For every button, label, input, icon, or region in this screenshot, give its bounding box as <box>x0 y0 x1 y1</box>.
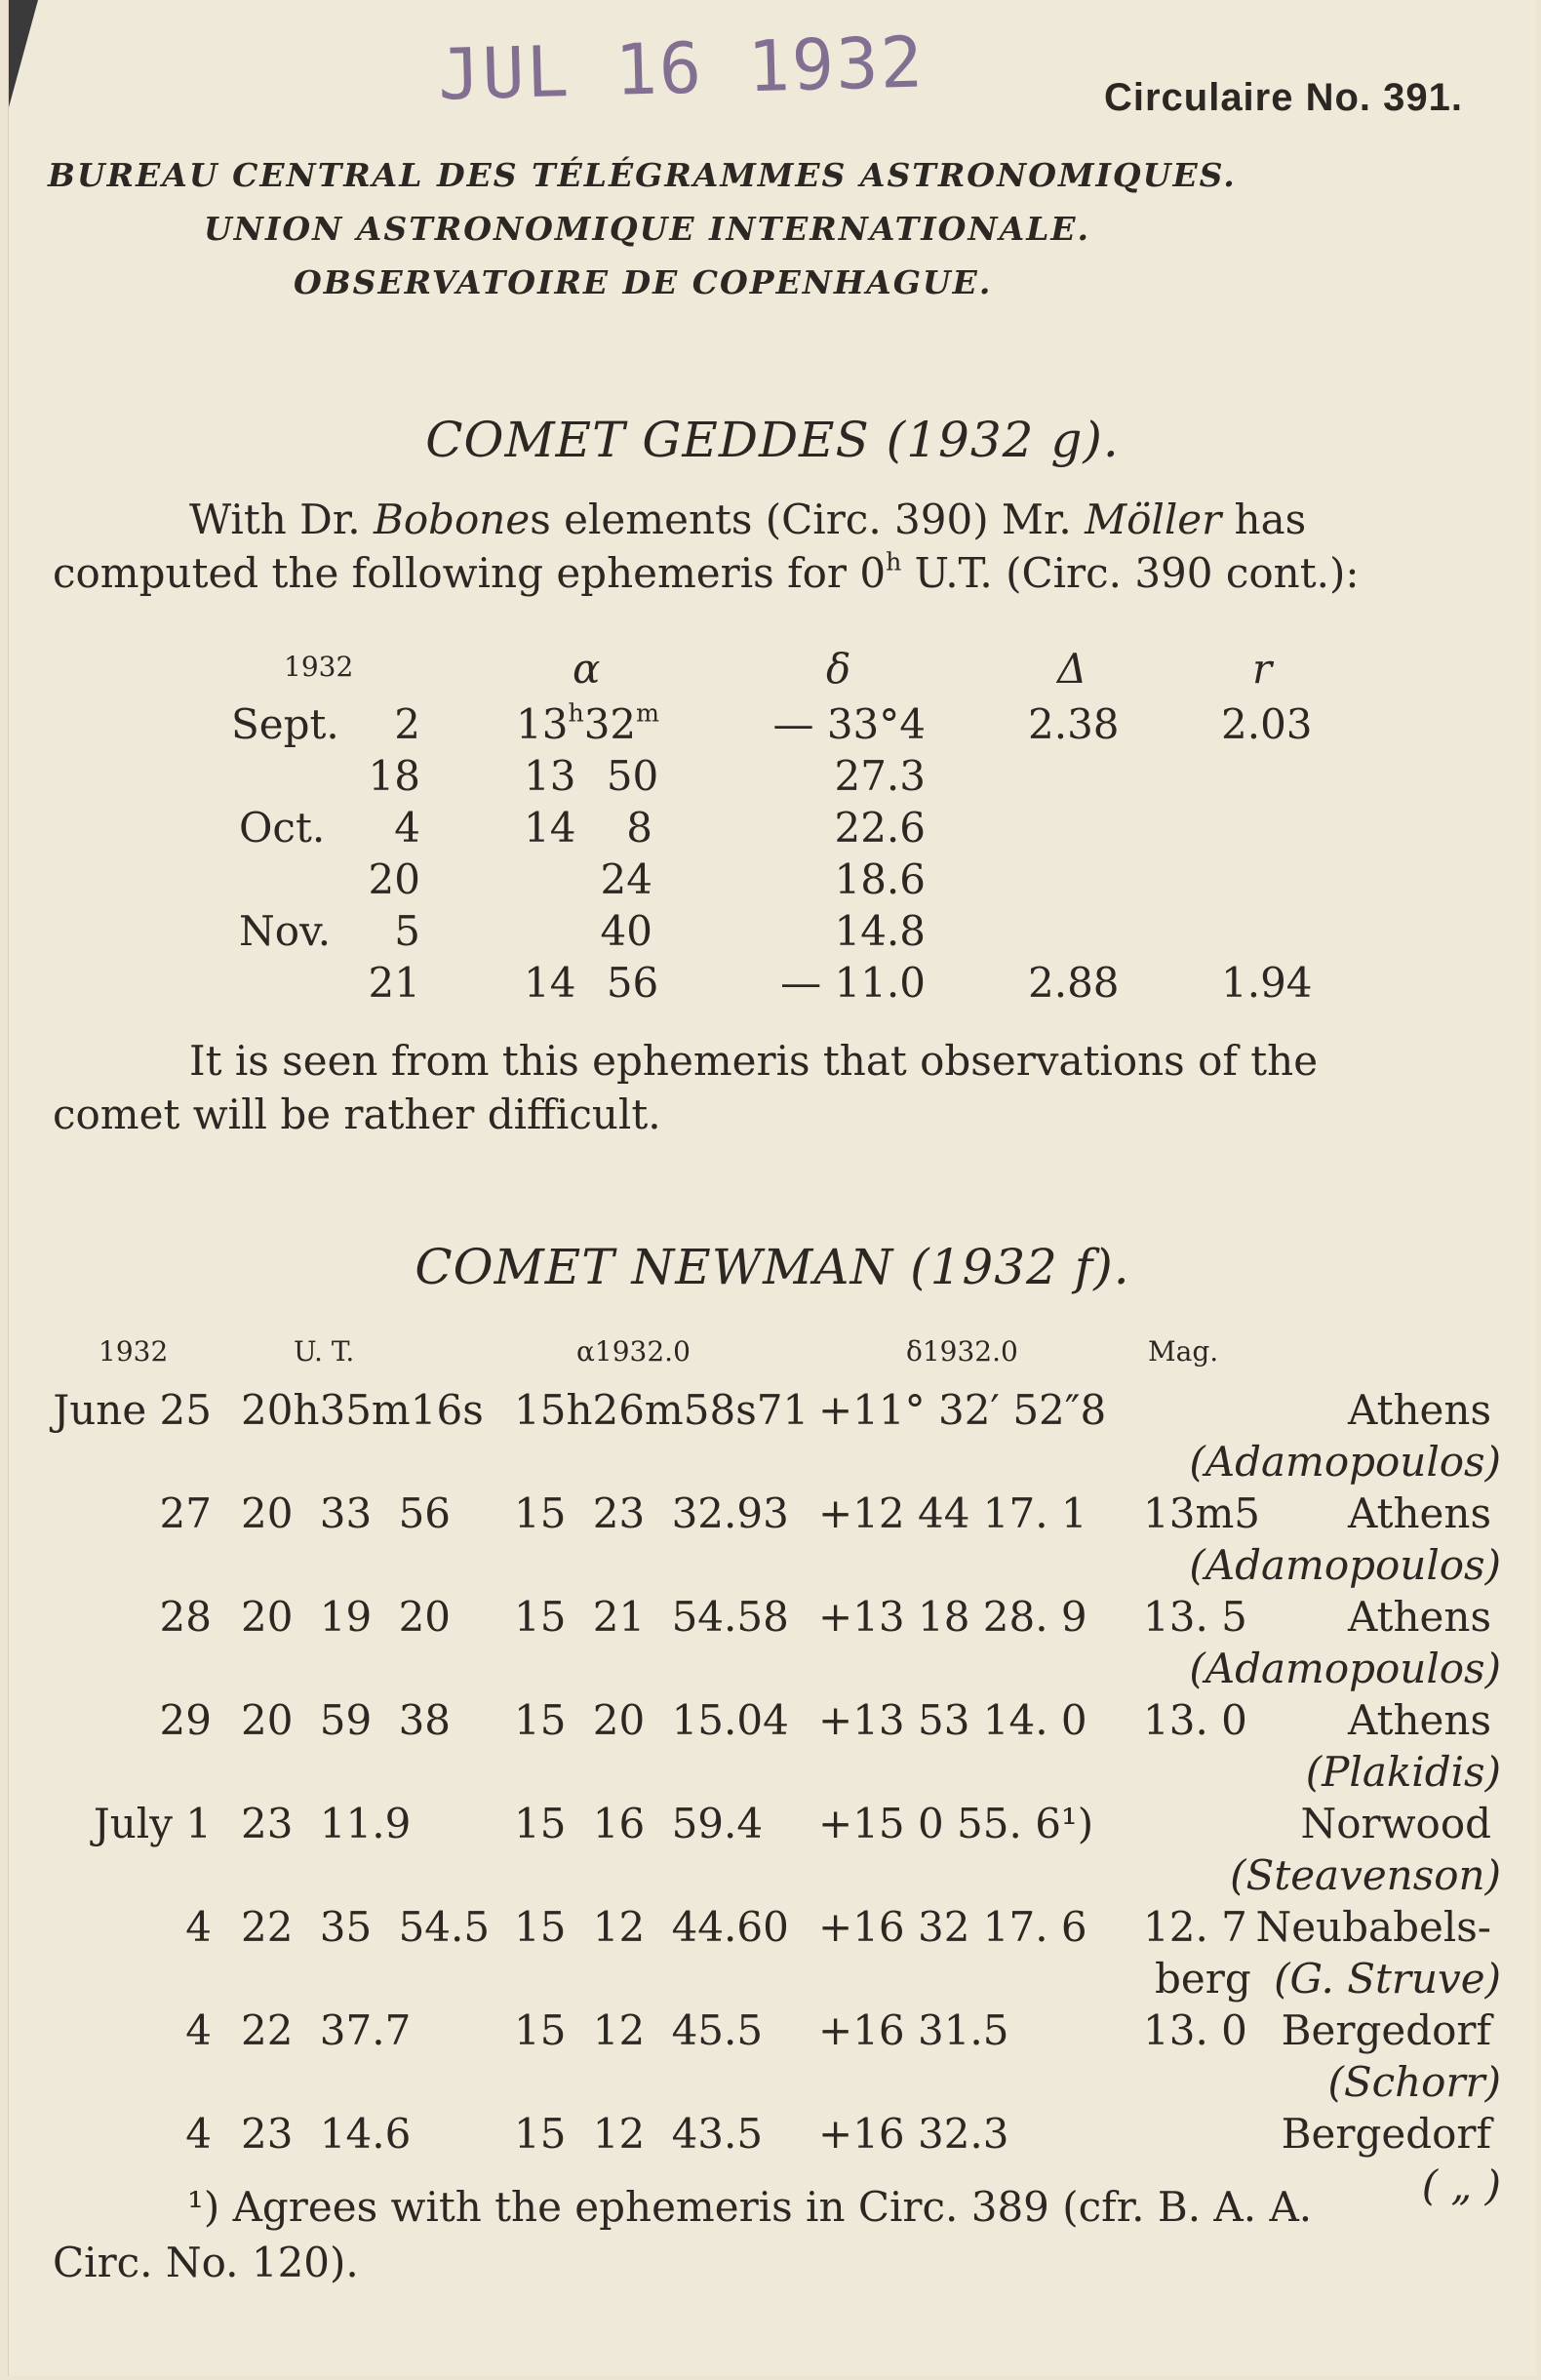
row-ra: 15 16 59.4 <box>514 1800 764 1847</box>
row-dec: — 11.0 <box>780 959 926 1007</box>
header-line-2: UNION ASTRONOMIQUE INTERNATIONALE. <box>204 210 1091 248</box>
row-ra-m: 8 <box>626 804 652 852</box>
row-observer: (Steavenson) <box>1230 1851 1501 1899</box>
row-station: Bergedorf <box>1281 2110 1491 2158</box>
row-date: 27 <box>159 1489 212 1537</box>
row-date: June 25 <box>53 1386 212 1434</box>
row-station: Neubabels- <box>1255 1903 1491 1951</box>
row-dec: 18.6 <box>834 855 926 903</box>
intro-name-moller: Möller <box>1085 496 1222 543</box>
row-day: 21 <box>368 959 420 1007</box>
newman-col-delta: δ1932.0 <box>906 1335 1018 1368</box>
row-date: 4 <box>185 2110 212 2158</box>
date-stamp: JUL 16 1932 <box>436 20 926 116</box>
row-month: Oct. <box>239 804 326 852</box>
newman-col-alpha: α1932.0 <box>576 1335 691 1368</box>
ra-h: 13 <box>524 752 576 800</box>
geddes-col-alpha: α <box>573 645 601 693</box>
row-station: Bergedorf <box>1281 2006 1491 2054</box>
row-observer: (Plakidis) <box>1305 1748 1501 1796</box>
row-ra-m: 24 <box>600 855 652 903</box>
row-dec: +13 18 28. 9 <box>818 1593 1087 1641</box>
row-observer: (Adamopoulos) <box>1189 1438 1501 1486</box>
row-ra <box>516 698 660 748</box>
geddes-col-r: r <box>1252 645 1273 693</box>
newman-col-ut: U. T. <box>294 1335 355 1368</box>
row-day: 2 <box>394 700 420 748</box>
geddes-title: COMET GEDDES (1932 g). <box>425 412 1120 468</box>
intro-text: computed the following ephemeris for 0 <box>53 549 887 597</box>
row-dec: +13 53 14. 0 <box>818 1696 1087 1744</box>
row-dec: 27.3 <box>834 752 926 800</box>
geddes-remark-2: comet will be rather difficult. <box>53 1091 661 1138</box>
row-mag: 13. 5 <box>1143 1593 1247 1641</box>
row-observer: (Adamopoulos) <box>1189 1645 1501 1692</box>
ra-sup-h: h <box>568 698 584 728</box>
torn-corner <box>9 0 38 107</box>
row-Delta: 2.88 <box>1028 959 1120 1007</box>
row-ra <box>524 959 659 1007</box>
row-ra: 15 23 32.93 <box>514 1489 789 1537</box>
row-ut: 22 37.7 <box>241 2006 412 2054</box>
ra-m: 32 <box>583 700 637 748</box>
row-station: Athens <box>1348 1386 1491 1434</box>
row-observer: (Adamopoulos) <box>1189 1541 1501 1589</box>
row-ra: 15 12 44.60 <box>514 1903 789 1951</box>
row-month: Nov. <box>239 907 332 955</box>
row-ra: 15 12 43.5 <box>514 2110 764 2158</box>
row-ut: 23 11.9 <box>241 1800 412 1847</box>
intro-sup: h <box>886 547 902 576</box>
row-r: 2.03 <box>1221 700 1313 748</box>
row-ut: 20 59 38 <box>241 1696 452 1744</box>
row-observer: (G. Struve) <box>1274 1955 1501 2003</box>
row-date: 4 <box>185 1903 212 1951</box>
circular-card <box>8 0 1536 2376</box>
ra-sup-m: m <box>636 698 660 728</box>
row-dec: +11° 32′ 52″8 <box>818 1386 1107 1434</box>
row-ra: 15h26m58s71 <box>514 1386 810 1434</box>
row-ra-m: 40 <box>600 907 652 955</box>
ra-h: 13 <box>516 700 569 748</box>
row-r: 1.94 <box>1221 959 1313 1007</box>
header-line-1: BUREAU CENTRAL DES TÉLÉGRAMMES ASTRONOMIQUES. <box>48 156 1237 194</box>
geddes-col-year: 1932 <box>284 651 354 683</box>
circular-number: Circulaire No. 391. <box>1103 76 1463 119</box>
row-ra: 15 20 15.04 <box>514 1696 789 1744</box>
intro-text: With Dr. <box>189 496 374 543</box>
newman-col-year: 1932 <box>99 1335 169 1368</box>
row-dec: 14.8 <box>834 907 926 955</box>
row-dec: — 33°4 <box>772 700 926 748</box>
geddes-remark-1: It is seen from this ephemeris that observations of the <box>189 1037 1319 1085</box>
row-station: Athens <box>1348 1489 1491 1537</box>
row-day: 20 <box>368 855 420 903</box>
geddes-col-delta: δ <box>826 645 851 693</box>
row-ra-h: 14 <box>524 804 576 852</box>
row-day: 4 <box>394 804 420 852</box>
intro-text: s elements (Circ. 390) Mr. <box>530 496 1086 543</box>
footnote-2: Circ. No. 120). <box>53 2239 359 2286</box>
row-mag: 13. 0 <box>1143 1696 1247 1744</box>
row-ut: 20h35m16s <box>241 1386 484 1434</box>
row-observer: (Schorr) <box>1327 2058 1501 2106</box>
ra-m: 56 <box>606 959 659 1007</box>
intro-text: U.T. (Circ. 390 cont.): <box>901 549 1360 597</box>
row-ut: 23 14.6 <box>241 2110 412 2158</box>
row-observer: ( „ ) <box>1421 2162 1501 2209</box>
row-ut: 20 19 20 <box>241 1593 452 1641</box>
intro-text: has <box>1221 496 1307 543</box>
row-day: 18 <box>368 752 420 800</box>
ra-h: 14 <box>524 959 576 1007</box>
row-dec: +12 44 17. 1 <box>818 1489 1087 1537</box>
header-line-3: OBSERVATOIRE DE COPENHAGUE. <box>294 263 993 301</box>
row-dec: +16 31.5 <box>818 2006 1009 2054</box>
row-date: 29 <box>159 1696 212 1744</box>
ra-m: 50 <box>606 752 659 800</box>
footnote-1: ¹) Agrees with the ephemeris in Circ. 389 (cfr. B. A. A. <box>187 2183 1313 2231</box>
row-day: 5 <box>394 907 420 955</box>
row-month: Sept. <box>231 700 339 748</box>
row-station: Norwood <box>1300 1800 1491 1847</box>
row-ra: 15 12 45.5 <box>514 2006 764 2054</box>
row-dec: +16 32.3 <box>818 2110 1009 2158</box>
row-dec: +15 0 55. 6¹) <box>818 1800 1094 1847</box>
row-station: Athens <box>1348 1696 1491 1744</box>
newman-title: COMET NEWMAN (1932 f). <box>415 1239 1130 1295</box>
row-ut: 22 35 54.5 <box>241 1903 491 1951</box>
row-mag: 13m5 <box>1143 1489 1260 1537</box>
geddes-intro-line2 <box>53 546 1482 600</box>
row-ut: 20 33 56 <box>241 1489 452 1537</box>
row-date: 4 <box>185 2006 212 2054</box>
row-dec: +16 32 17. 6 <box>818 1903 1087 1951</box>
row-date: July 1 <box>93 1800 212 1847</box>
geddes-col-Delta: Δ <box>1057 645 1087 693</box>
geddes-intro <box>53 493 1541 546</box>
row-dec: 22.6 <box>834 804 926 852</box>
row-ra <box>524 752 659 800</box>
row-station: Athens <box>1348 1593 1491 1641</box>
row-station-cont: berg <box>1155 1955 1251 2003</box>
intro-name-bobone: Bobone <box>373 496 531 543</box>
row-mag: 12. 7 <box>1143 1903 1247 1951</box>
row-ra: 15 21 54.58 <box>514 1593 789 1641</box>
newman-col-mag: Mag. <box>1148 1335 1219 1368</box>
row-Delta: 2.38 <box>1028 700 1120 748</box>
row-date: 28 <box>159 1593 212 1641</box>
row-mag: 13. 0 <box>1143 2006 1247 2054</box>
